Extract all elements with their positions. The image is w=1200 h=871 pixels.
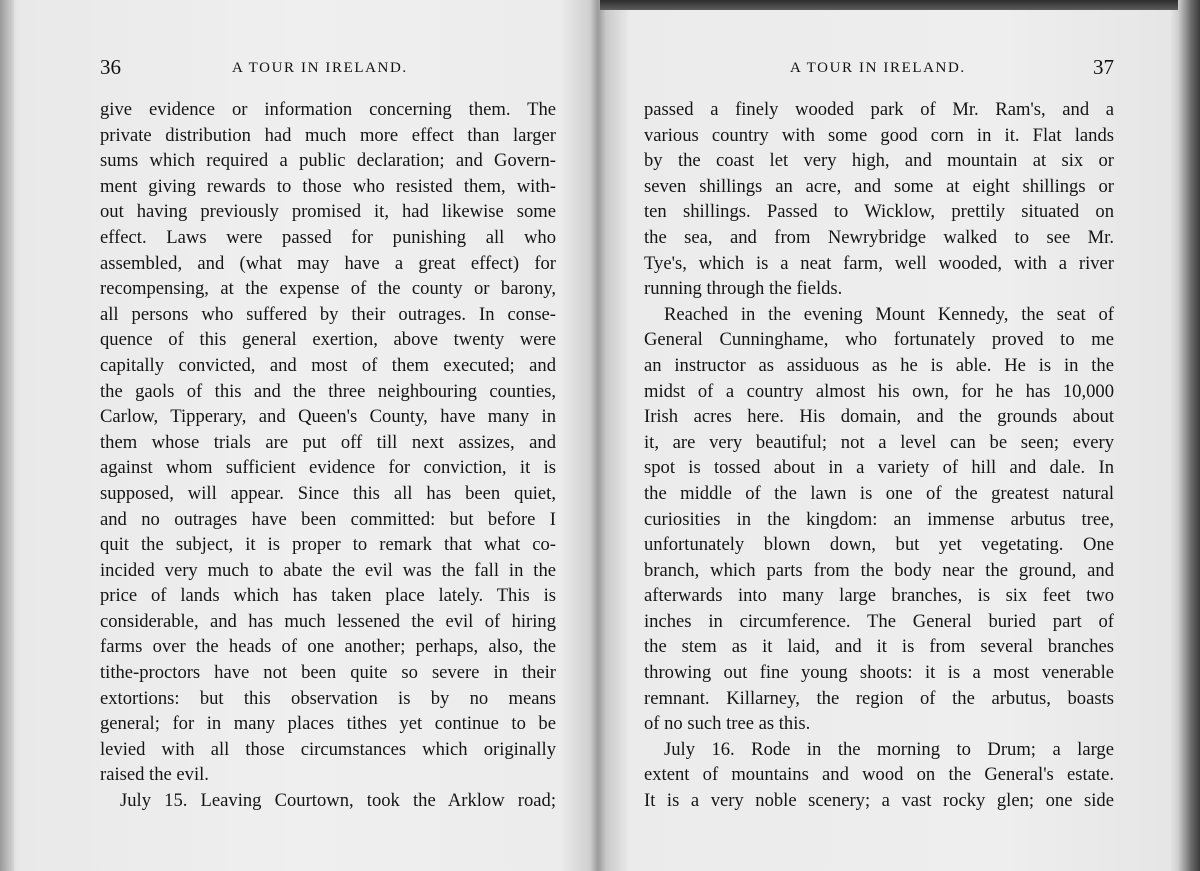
left-running-title: A TOUR IN IRELAND. (232, 60, 408, 76)
right-page-number: 37 (1093, 55, 1114, 79)
text-line: Carlow, Tipperary, and Queen's County, have many in (100, 406, 556, 428)
left-page-number: 36 (100, 55, 121, 79)
text-line: July 16. Rode in the morning to Drum; a large (664, 738, 1114, 760)
text-line: ment giving rewards to those who resisted them, with- (100, 175, 556, 197)
text-line: quence of this general exertion, above twenty were (100, 329, 556, 351)
text-line: of no such tree as this. (644, 713, 811, 735)
text-line: curiosities in the kingdom: an immense arbutus tree, (644, 508, 1114, 530)
text-line: the stem as it laid, and it is from several branches (644, 636, 1114, 658)
text-line: Reached in the evening Mount Kennedy, the seat of (664, 303, 1114, 325)
text-line: raised the evil. (100, 764, 209, 786)
text-line: extortions: but this observation is by no means (100, 687, 556, 709)
text-line: running through the fields. (644, 278, 843, 300)
text-line: recompensing, at the expense of the county or barony, (100, 278, 556, 300)
text-line: unfortunately blown down, but yet vegetating. One (644, 534, 1114, 556)
text-line: it, are very beautiful; not a level can be seen; every (644, 431, 1114, 453)
text-line: Irish acres here. His domain, and the grounds about (644, 406, 1114, 428)
text-line: give evidence or information concerning them. The (100, 99, 556, 120)
text-line: levied with all those circumstances which originally (100, 738, 556, 760)
text-line: various country with some good corn in it. Flat lands (644, 124, 1114, 146)
right-page (600, 0, 1200, 871)
text-line: and no outrages have been committed: but before I (100, 508, 556, 530)
text-line: tithe-proctors have not been quite so severe in their (100, 662, 556, 684)
text-line: inches in circumference. The General buried part of (644, 610, 1114, 632)
text-line: seven shillings an acre, and some at eight shillings or (644, 175, 1114, 197)
text-line: against whom sufficient evidence for conviction, it is (100, 457, 556, 479)
right-page-header (644, 54, 1114, 84)
text-line: branch, which parts from the body near the ground, and (644, 559, 1114, 581)
text-line: remnant. Killarney, the region of the arbutus, boasts (644, 687, 1114, 709)
text-line: considerable, and has much lessened the evil of hiring (100, 610, 556, 632)
text-line: by the coast let very high, and mountain at six or (644, 150, 1114, 172)
text-line: private distribution had much more effect than larger (100, 124, 556, 146)
text-line: price of lands which has taken place lately. This is (100, 585, 556, 607)
text-line: general; for in many places tithes yet continue to be (100, 713, 556, 735)
text-line: quit the subject, it is proper to remark that what co- (100, 534, 556, 556)
text-line: assembled, and (what may have a great effect) for (100, 252, 556, 274)
text-line: the middle of the lawn is one of the greatest natural (644, 482, 1114, 504)
text-line: throwing out fine young shoots: it is a most venerable (644, 662, 1114, 684)
text-line: all persons who suffered by their outrages. In conse- (100, 303, 556, 325)
text-line: ten shillings. Passed to Wicklow, prettily situated on (644, 201, 1114, 223)
left-page-text (100, 97, 556, 814)
text-line: sums which required a public declaration; and Govern- (100, 150, 556, 172)
text-line: midst of a country almost his own, for he has 10,000 (644, 380, 1114, 402)
text-line: incided very much to abate the evil was the fall in the (100, 559, 556, 581)
text-line: passed a finely wooded park of Mr. Ram's, and a (644, 99, 1114, 120)
right-running-title: A TOUR IN IRELAND. (790, 60, 966, 76)
text-line: supposed, will appear. Since this all has been quiet, (100, 482, 556, 504)
text-line: the gaols of this and the three neighbouring counties, (100, 380, 556, 402)
text-line: It is a very noble scenery; a vast rocky glen; one side (644, 790, 1114, 812)
text-line: capitally convicted, and most of them executed; and (100, 354, 556, 376)
text-line: July 15. Leaving Courtown, took the Arklow road; (120, 790, 556, 812)
left-page-header (100, 54, 556, 84)
text-line: the sea, and from Newrybridge walked to see Mr. (644, 226, 1114, 248)
text-line: an instructor as assiduous as he is able. He is in the (644, 354, 1114, 376)
text-line: Tye's, which is a neat farm, well wooded, with a river (644, 252, 1114, 274)
text-line: them whose trials are put off till next assizes, and (100, 431, 556, 453)
text-line: extent of mountains and wood on the General's estate. (644, 764, 1114, 786)
text-line: afterwards into many large branches, is six feet two (644, 585, 1114, 607)
text-line: farms over the heads of one another; perhaps, also, the (100, 636, 556, 658)
text-line: General Cunninghame, who fortunately proved to me (644, 329, 1114, 351)
text-line: effect. Laws were passed for punishing all who (100, 226, 556, 248)
right-page-text (644, 97, 1114, 814)
text-line: out having previously promised it, had likewise some (100, 201, 556, 223)
text-line: spot is tossed about in a variety of hill and dale. In (644, 457, 1114, 479)
